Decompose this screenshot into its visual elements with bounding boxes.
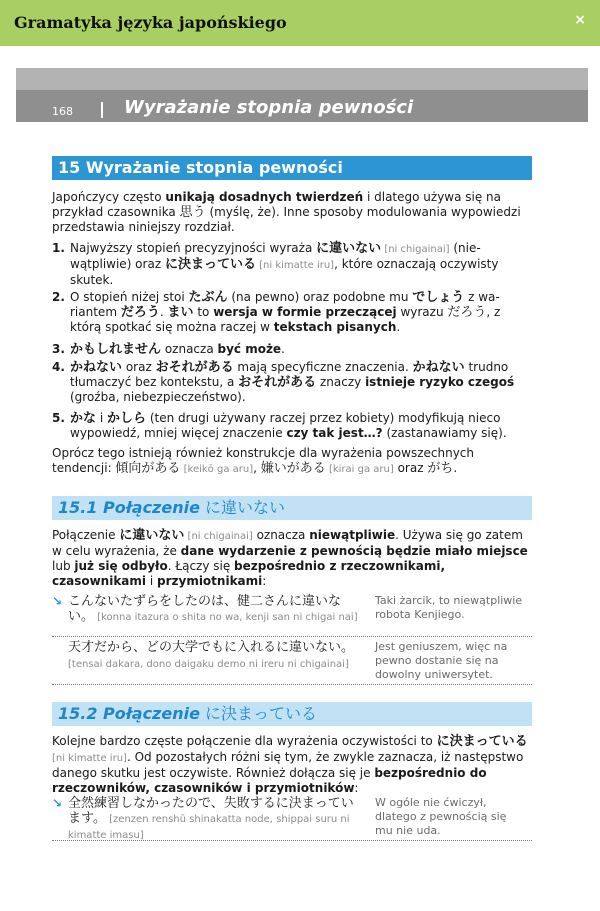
section-15-1-body: Połączenie に違いない [ni chigainai] oznacza niewątpliwie. Używa się go zatem w celu wyrażenia, że dane wydarzenie z pewnością będzie miało miejsce lub już się odbyło. Łączy się bezpośrednio z rzeczownikami, czasownikami i przymiotnikami: (52, 528, 528, 588)
example-divider (52, 636, 532, 637)
section-15-1-heading: 15.1 Połączenie に違いない (52, 496, 532, 520)
section-15-2-body: Kolejne bardzo częste połączenie dla wyrażenia oczywistości to に決まっている [ni kimatte iru]. Od pozostałych różni się tym, że zwykle zaznacza, iż następstwo danego skutku jest oczywiste. Również dołącza się je bezpośrednio do rzeczowników, czasowników i przymiotników: (52, 734, 528, 795)
list-item-4: 4. かねない oraz おそれがある mają specyficzne znaczenia. かねない trudno tłumaczyć bez kontekstu, a おそれがある znaczy istnieje ryzyko czegoś (groźba, niebezpieczeństwo). (52, 360, 515, 404)
example-divider (52, 684, 532, 685)
example-divider (52, 840, 532, 841)
page-banner (16, 68, 588, 122)
banner-title: Wyrażanie stopnia pewności (124, 97, 414, 118)
section-15-2-heading: 15.2 Połączenie に決まっている (52, 702, 532, 726)
section-15-heading: 15 Wyrażanie stopnia pewności (52, 156, 532, 180)
list-item-2: 2. O stopień niżej stoi たぶん (na pewno) oraz podobne mu でしょう z wa-riantem だろう. まい to wersja w formie przeczącej wyrazu だろう, z którą spotkać się można raczej w tekstach pisanych. (52, 290, 501, 334)
list-item-1: 1. Najwyższy stopień precyzyjności wyraża に違いない [ni chigainai] (nie-wątpliwie) oraz に決まっている [ni kimatte iru], które oznaczają oczywisty skutek. (52, 241, 499, 287)
list-item-5: 5. かな i かしら (ten drugi używany raczej przez kobiety) modyfikują nieco wypowiedź, mniej więcej znaczenie czy tak jest…? (zastanawiamy się). (52, 411, 507, 440)
banner-divider (101, 102, 103, 118)
close-icon[interactable]: × (574, 12, 586, 28)
page-number: 168 (52, 105, 73, 118)
section-15-outro: Oprócz tego istnieją również konstrukcje dla wyrażenia powszechnych tendencji: 傾向がある [keikō ga aru], 嫌いがある [kirai ga aru] oraz がち. (52, 446, 474, 476)
arrow-icon: ↘ (52, 796, 63, 810)
app-title: Gramatyka języka japońskiego (14, 13, 287, 32)
app-titlebar (0, 0, 600, 46)
list-item-3: 3. かもしれません oznacza być może. (52, 342, 285, 357)
arrow-icon: ↘ (52, 594, 63, 608)
section-15-intro: Japończycy często unikają dosadnych twierdzeń i dlatego używa się na przykład czasownika 思う (myślę, że). Inne sposoby modulowania wypowiedzi przedstawia niniejszy rozdział. (52, 190, 521, 234)
